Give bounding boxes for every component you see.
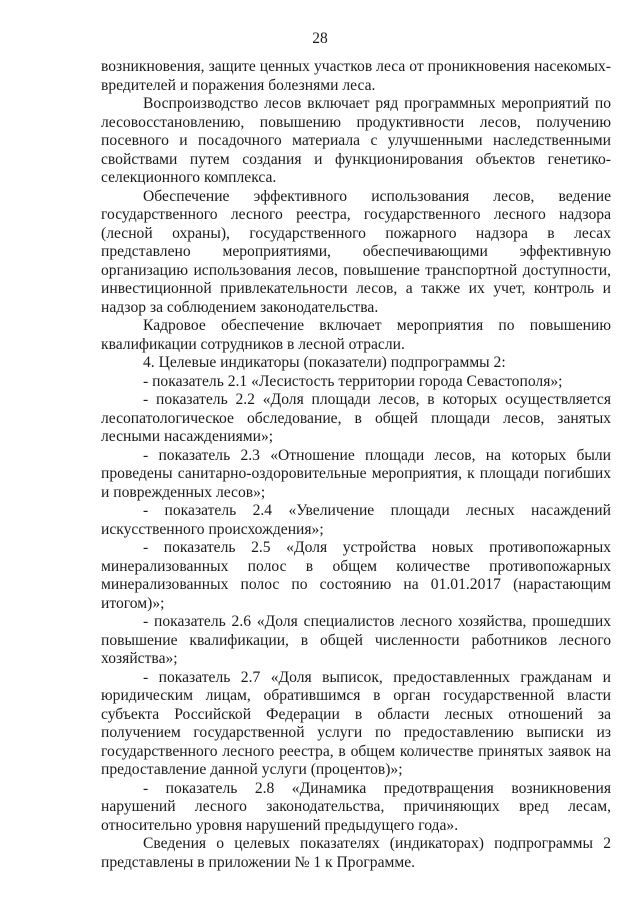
indicator-2-6: - показатель 2.6 «Доля специалистов лесного хозяйства, прошедших повышение квалификации, в общей численности работников лесного хозяйства»; xyxy=(101,613,611,667)
indicator-2-5: - показатель 2.5 «Доля устройства новых противопожарных минерализованных полос в общем количестве противопожарных минерализованных полос по состоянию на 01.01.2017 (нарастающим итогом)»; xyxy=(101,539,611,612)
indicator-2-1: - показатель 2.1 «Лесистость территории города Севастополя»; xyxy=(143,372,563,390)
page-number: 28 xyxy=(312,30,328,47)
body-text xyxy=(101,58,611,872)
indicator-2-2: - показатель 2.2 «Доля площади лесов, в которых осуществляется лесопатологическое обследование, в общей площади лесов, занятых лесными насаждениями»; xyxy=(101,391,611,445)
indicator-2-7: - показатель 2.7 «Доля выписок, предоставленных гражданам и юридическим лицам, обратившимся в орган государственной власти субъекта Российской Федерации в области лесных отношений за получением государственной услуги по предоставлению выписки из государственного лесного реестра, в общем количестве принятых заявок на предоставление данной услуги (процентов)»; xyxy=(101,668,611,778)
paragraph-staffing: Кадровое обеспечение включает мероприятия по повышению квалификации сотрудников в лесной отрасли. xyxy=(101,317,611,353)
indicator-2-8: - показатель 2.8 «Динамика предотвращения возникновения нарушений лесного законодательства, причиняющих вред лесам, относительно уровня нарушений предыдущего года». xyxy=(101,779,611,834)
paragraph-forest-use: Обеспечение эффективного использования лесов, ведение государственного лесного реестра, государственного лесного надзора (лесной охраны), государственного пожарного надзора в лесах представлено мероприятиями, обеспечивающими эффективную организацию использования лесов, повышение транспортной доступности, инвестиционной привлекательности лесов, а также их учет, контроль и надзор за соблюдением законодательства. xyxy=(101,187,611,316)
paragraph-continuation: возникновения, защите ценных участков леса от проникновения насекомых-вредителей и поражения болезнями леса. xyxy=(101,58,611,94)
indicator-2-3: - показатель 2.3 «Отношение площади лесов, на которых были проведены санитарно-оздоровительные мероприятия, к площади погибших и поврежденных лесов»; xyxy=(101,446,611,501)
paragraph-appendix-reference: Сведения о целевых показателях (индикаторах) подпрограммы 2 представлены в приложении № 1 к Программе. xyxy=(101,835,611,871)
section-heading-indicators: 4. Целевые индикаторы (показатели) подпрограммы 2: xyxy=(143,354,506,371)
indicator-2-4: - показатель 2.4 «Увеличение площади лесных насаждений искусственного происхождения»; xyxy=(101,502,611,538)
paragraph-reforestation: Воспроизводство лесов включает ряд программных мероприятий по лесовосстановлению, повышению продуктивности лесов, получению посевного и посадочного материала с улучшенными наследственными свойствами путем создания и функционирования объектов генетико-селекционного комплекса. xyxy=(101,95,611,186)
